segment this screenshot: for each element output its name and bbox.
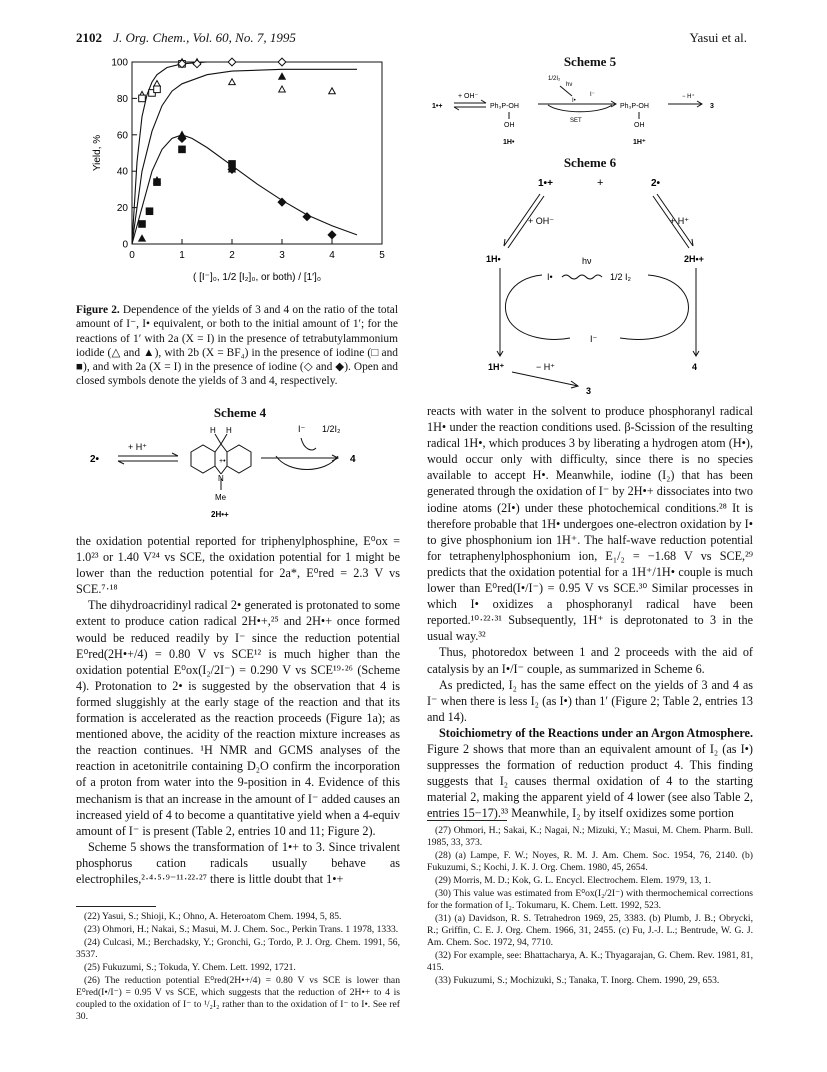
y-tick-label: 60 <box>116 130 128 142</box>
open-diamond-point <box>278 58 286 66</box>
scheme-4-diagram <box>76 422 406 522</box>
scheme-6-title: Scheme 6 <box>563 155 617 170</box>
open-diamond-point <box>193 60 201 68</box>
figure-2-caption <box>76 303 398 389</box>
filled-square-point <box>139 221 146 228</box>
scheme-4-iodide-arrow <box>301 438 316 450</box>
scheme-5-set: SET <box>570 118 582 124</box>
filled-triangle-point <box>279 73 286 79</box>
scheme-5-cation-oh: OH <box>634 122 645 129</box>
filled-square-point <box>146 208 153 215</box>
fit-curve <box>132 62 352 244</box>
x-axis-label: ( [I⁻]₀, 1/2 [I₂]₀, or both) / [1′]₀ <box>193 272 321 283</box>
paragraph-right-2: Thus, photoredox between 1 and 2 proceeds with the aid of catalysis by an I•/I⁻ couple, as summarized in Scheme 6. <box>427 645 753 676</box>
scheme-6-left-bottom: 1H⁺ <box>488 362 505 372</box>
scheme-6-half-i2: 1/2 I₂ <box>610 272 632 282</box>
figure-2-caption-text: Dependence of the yields of 3 and 4 on the ratio of the total amount of I⁻, I• equivalent, or both to the initial amount of 1′; for the reactions of 1′ with 2a (X = I) in the presence of tetrabutylammonium iodide (△ and ▲), with 2b (X = BF₄) in the presence of iodine (□ and ■), and with 2a (X = I) in the presence of iodine (◇ and ◆). Open and closed symbols denote the yields of 3 and 4, respectively. <box>76 304 398 388</box>
scheme-6-right-mid: 2H•+ <box>684 254 704 264</box>
figure-2-chart <box>76 52 396 292</box>
scheme-5-title: Scheme 5 <box>563 54 617 69</box>
open-triangle-point <box>279 86 286 92</box>
scheme-5-i-rad: I• <box>572 98 576 104</box>
filled-diamond-point <box>303 213 311 221</box>
paragraph-left-1: the oxidation potential reported for triphenylphosphine, E⁰ox = 1.0²³ or 1.40 V²⁴ vs SCE, the oxidation potential for 1 might be lower than the reduction potential for 2a*, E⁰red = 2.3 V vs SCE.⁷·¹⁸ <box>76 534 400 597</box>
scheme-5-diagram <box>420 72 750 150</box>
scheme-6-minus-h: − H⁺ <box>536 362 556 372</box>
scheme-6-hv: hν <box>582 256 592 266</box>
y-axis-label: Yield, % <box>92 134 103 172</box>
scheme-4-reactant: 2• <box>90 454 100 465</box>
footnote-26: (26) The reduction potential E⁰red(2H•+/4) = 0.80 V vs SCE is lower than E⁰red(I•/I⁻) = 0.95 V vs SCE, which suggests that the reduction of 2H•+ to 4 is coupled to the oxidation of I⁻ to ¹/₂I₂ rather than to the oxidation of I⁻ to I•. See ref 30. <box>76 975 400 1022</box>
scheme-4-n: N <box>218 474 224 483</box>
scheme-5-minus-h: − H⁺ <box>682 94 695 100</box>
x-tick-label: 4 <box>329 250 335 261</box>
footnotes-right <box>427 825 753 988</box>
scheme-6-left-mid: 1H• <box>486 254 501 264</box>
section-text: Figure 2 shows that more than an equivalent amount of I₂ (as I•) suppresses the formation of reduction product 4. This finding suggests that I₂ causes thermal oxidation of 4 to the starting material 2, making the apparent yield of 4 lower (see also Table 2, entries 15−17).³³ Meanwhile, I₂ by itself oxidizes some portion <box>427 741 753 821</box>
scheme-6-last-arrow <box>512 372 578 386</box>
scheme-5-cation-label: 1H⁺ <box>633 139 646 146</box>
scheme-4-h2: H <box>226 426 232 435</box>
scheme-6-right-reagent: + H⁺ <box>670 216 690 226</box>
footnote-28: (28) (a) Lampe, F. W.; Noyes, R. M. J. Am. Chem. Soc. 1954, 76, 2140. (b) Fukuzumi, S.; Kochi, J. K. J. Org. Chem. 1980, 45, 2654. <box>427 850 753 873</box>
scheme-5-half-i2: 1/2I₂ <box>548 76 561 82</box>
paragraph-right-3: As predicted, I₂ has the same effect on the yields of 3 and 4 as I⁻ when there is less I₂ (as I•) than 1′ (Figure 2; Table 2, entries 13 and 14). <box>427 677 753 724</box>
paragraph-left-3: Scheme 5 shows the transformation of 1•+ to 3. Since trivalent phosphorus cation radicals usually behave as electrophiles,²·⁴·⁵·⁹⁻¹¹·²²·²⁷ there is little doubt that 1•+ <box>76 839 400 886</box>
footnote-33: (33) Fukuzumi, S.; Mochizuki, S.; Tanaka, T. Inorg. Chem. 1990, 29, 653. <box>435 975 720 986</box>
x-tick-label: 1 <box>179 250 185 261</box>
y-tick-label: 100 <box>111 57 128 69</box>
x-tick-label: 3 <box>279 250 285 261</box>
y-tick-label: 0 <box>122 239 128 251</box>
filled-diamond-point <box>328 231 336 239</box>
open-square-point <box>154 86 161 93</box>
footnotes-left <box>76 911 400 1024</box>
paragraph-left-2: The dihydroacridinyl radical 2• generated is protonated to some extent to produce cation radical 2H•+,²⁵ and 2H•+ once formed would be reduced readily by I⁻ since the reduction potential E⁰red(2H•+/4) = 0.80 V vs SCE¹² is much higher than the oxidation potential E⁰ox(I₂/2I⁻) = 0.290 V vs SCE¹⁹·²⁶ (Scheme 4). Protonation to 2• is suggested by the observation that 4 is formed sluggishly at the early stage of the reaction and that its formation is accelerated as the reaction proceeds (Figure 1a); as mentioned above, the acidity of the reaction mixture increases as the reaction continues. ¹H NMR and GCMS analyses of the reaction in acetonitrile containing D₂O confirm the incorporation of a proton from water into the 9-position in 4. Evidence of this mechanism is that an increase in the amount of I⁻ added causes an increased yield of 4 to become a quantitative yield when a 4-equiv amount of I⁻ is present (Table 2, entries 10 and 11; Figure 2). <box>76 598 400 838</box>
y-tick-label: 20 <box>116 203 128 215</box>
scheme-6-right-top: 2• <box>651 178 661 189</box>
scheme-5-final: 3 <box>710 103 714 110</box>
scheme-6-right-bottom: 4 <box>692 362 698 372</box>
running-header-left <box>76 30 296 46</box>
page-number: 2102 <box>76 30 102 45</box>
x-tick-label: 0 <box>129 250 135 261</box>
scheme-6-left-reagent: + OH⁻ <box>528 216 555 226</box>
scheme-6-plus: + <box>597 177 604 189</box>
scheme-5-hv: hν <box>566 82 573 88</box>
filled-triangle-point <box>139 235 146 241</box>
scheme-5-radical-oh: OH <box>504 122 515 129</box>
right-column-text <box>427 403 753 821</box>
footnote-rule-left <box>76 906 156 907</box>
footnote-25: (25) Fukuzumi, S.; Tokuda, Y. Chem. Lett. 1992, 1721. <box>84 962 296 973</box>
left-column-text <box>76 533 400 887</box>
x-tick-label: 5 <box>379 250 385 261</box>
scheme-5-curved-arrow <box>548 105 612 112</box>
section-heading: Stoichiometry of the Reactions under an Argon Atmosphere. <box>439 725 753 740</box>
footnote-32: (32) For example, see: Bhattacharya, A. K.; Thyagarajan, G. Chem. Rev. 1981, 81, 415. <box>427 950 753 973</box>
scheme-6-final: 3 <box>586 386 592 396</box>
scheme-6-left-loop <box>505 275 570 339</box>
plot-frame <box>132 62 382 244</box>
journal-citation: J. Org. Chem., Vol. 60, No. 7, 1995 <box>113 30 296 45</box>
scheme-6-left-top: 1•+ <box>538 178 553 189</box>
filled-square-point <box>179 146 186 153</box>
scheme-5-start: 1•+ <box>432 103 443 110</box>
scheme-4-final: 4 <box>350 454 356 465</box>
running-header-authors: Yasui et al. <box>689 30 747 45</box>
scheme-4-reagent: + H⁺ <box>128 442 148 452</box>
scheme-6-right-loop <box>620 275 689 339</box>
scheme-6-i-minus: I⁻ <box>590 334 598 344</box>
footnote-29: (29) Morris, M. D.; Kok, G. L. Encycl. Electrochem. Elem. 1979, 13, 1. <box>435 875 712 886</box>
scheme-4-title: Scheme 4 <box>213 405 267 420</box>
scheme-5-i-minus: I⁻ <box>590 92 595 98</box>
x-tick-label: 2 <box>229 250 235 261</box>
scheme-4-h1: H <box>210 426 216 435</box>
footnote-22: (22) Yasui, S.; Shioji, K.; Ohno, A. Heteroatom Chem. 1994, 5, 85. <box>84 911 342 922</box>
scheme-6-i-rad: I• <box>547 272 553 282</box>
paragraph-right-1: reacts with water in the solvent to produce phosphoranyl radical 1H• under the reaction conditions used. β-Scission of the resulting radical 1H•, which produces 3 by liberating a hydrogen atom (H•), would occur only with difficulty, since there is no species available to accept H•. Meanwhile, iodine (I₂) that has been generated through the oxidation of I⁻ by 2H•+ dissociates into two iodine atoms (2I•) under these photochemical conditions.²⁸ It is therefore probable that 1H• undergoes one-electron oxidation by I• to give phosphonium ion 1H⁺. The half-wave reduction potential for tetraphenylphosphonium ion, E₁/₂ = −1.68 V vs SCE,²⁹ predicts that the oxidation potential for a 1H⁺/1H• couple is much lower than E⁰red(I•/I⁻) = 0.95 V vs SCE.³⁰ Similar processes in which I• oxidizes a phosphoranyl radical have been reported.¹⁰·²²·³¹ Subsequently, 1H⁺ is deprotonated to 3 in the usual way.³² <box>427 404 753 644</box>
filled-square-point <box>154 179 161 186</box>
scheme-4-iodide: I⁻ <box>298 424 306 434</box>
figure-2-label: Figure 2. <box>76 304 120 316</box>
footnote-27: (27) Ohmori, H.; Sakai, K.; Nagai, N.; Mizuki, Y.; Masui, M. Chem. Pharm. Bull. 1985, 33, 373. <box>427 825 753 848</box>
footnote-23: (23) Ohmori, H.; Nakai, S.; Masui, M. J. Chem. Soc., Perkin Trans. 1 1978, 1333. <box>84 924 399 935</box>
scheme-4-product-label: 2H•+ <box>211 510 229 519</box>
open-triangle-point <box>329 88 336 94</box>
scheme-5-reagent: + OH⁻ <box>458 93 479 100</box>
scheme-4-me: Me <box>215 493 227 502</box>
footnote-24: (24) Culcasi, M.; Berchadsky, Y.; Gronchi, G.; Tordo, P. J. Org. Chem. 1991, 56, 3537. <box>76 937 400 960</box>
scheme-4-half-i2: 1/2I₂ <box>322 424 341 434</box>
open-diamond-point <box>228 58 236 66</box>
footnote-31: (31) (a) Davidson, R. S. Tetrahedron 1969, 25, 3383. (b) Plumb, J. B.; Obrycki, R.; Griffin, C. E. J. Org. Chem. 1966, 31, 2455. (c) Fu, J.-J. L.; Bentrude, W. G. J. Am. Chem. Soc. 1972, 94, 7710. <box>427 913 753 948</box>
scheme-5-radical-label: 1H• <box>503 139 515 146</box>
fit-curve <box>132 135 357 244</box>
y-tick-label: 40 <box>116 166 128 178</box>
section-paragraph <box>427 725 753 822</box>
open-square-point <box>139 95 146 102</box>
filled-diamond-point <box>278 198 286 206</box>
footnote-rule-right <box>427 820 507 821</box>
scheme-4-charge: +• <box>219 458 226 465</box>
open-triangle-point <box>229 79 236 85</box>
scheme-6-diagram <box>470 172 730 402</box>
scheme-6-wavy-arrow <box>562 275 602 279</box>
fit-curve <box>132 69 357 244</box>
scheme-5-cation: Ph₃P-OH <box>620 103 649 110</box>
scheme-5-radical: Ph₃P-OH <box>490 103 519 110</box>
y-tick-label: 80 <box>116 93 128 105</box>
footnote-30: (30) This value was estimated from E⁰ox(I₂/2I⁻) with thermochemical corrections for the formation of I₂. Tokumaru, K. Chem. Lett. 1992, 523. <box>427 888 753 911</box>
